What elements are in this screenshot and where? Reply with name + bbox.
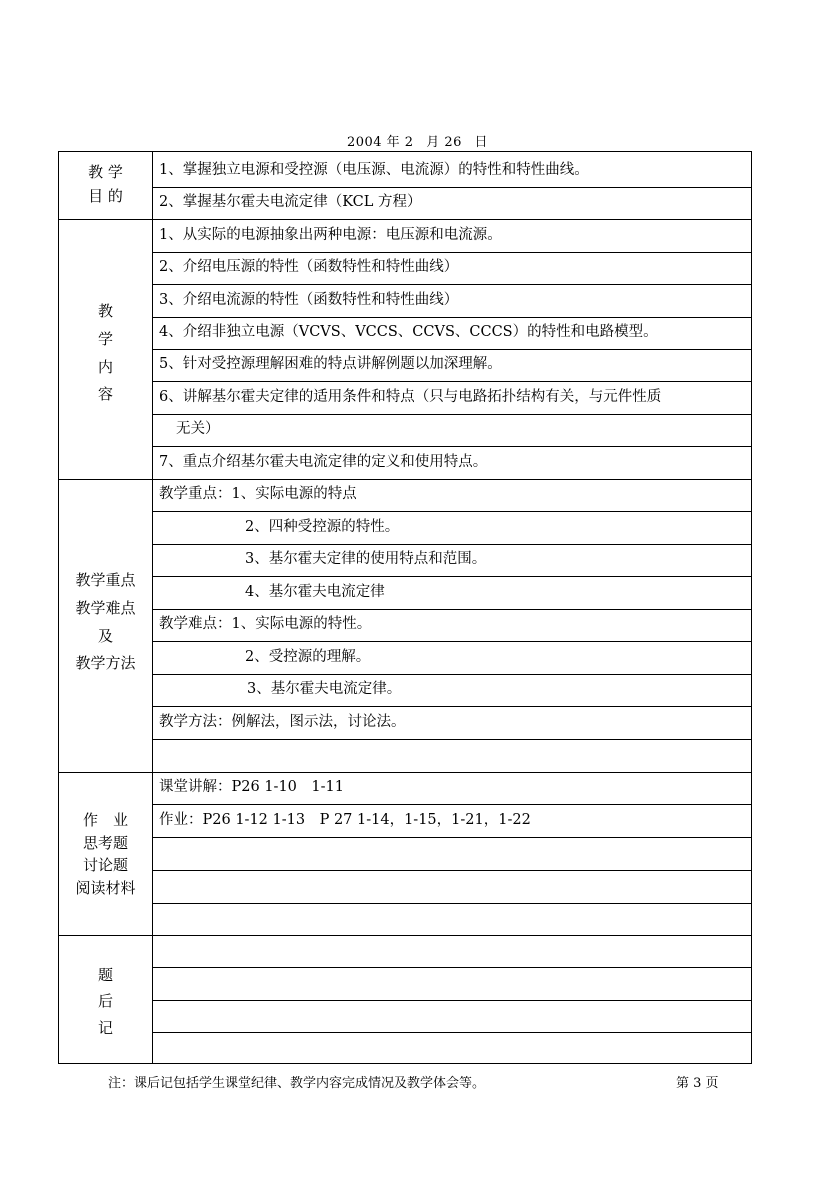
row-line — [152, 1000, 751, 1001]
homework-label — [59, 809, 152, 899]
section-line — [59, 219, 751, 220]
content-item-continuation: 无关） — [176, 421, 220, 437]
methods-label — [59, 567, 152, 678]
row-line — [152, 252, 751, 253]
row-line — [152, 381, 751, 382]
homework-label-line: 思考题 — [82, 833, 128, 852]
homework-item: 课堂讲解：P26 1-10 1-11 — [159, 779, 344, 795]
date-month: 月 26 — [426, 135, 462, 150]
methods-item: 2、四种受控源的特性。 — [245, 519, 400, 535]
content-label-char: 内 — [97, 357, 113, 376]
homework-label-line: 阅读材料 — [75, 878, 136, 897]
row-line — [152, 187, 751, 188]
methods-label-line: 及 — [97, 626, 113, 645]
methods-item: 2、受控源的理解。 — [245, 649, 371, 665]
row-line — [152, 739, 751, 740]
objectives-label — [59, 160, 152, 208]
row-line — [152, 903, 751, 904]
row-line — [152, 609, 751, 610]
methods-item: 3、基尔霍夫定律的使用特点和范围。 — [245, 551, 487, 567]
row-line — [152, 446, 751, 447]
content-item: 3、介绍电流源的特性（函数特性和特性曲线） — [159, 292, 459, 308]
date-day: 日 — [474, 135, 489, 150]
content-label-char: 教 — [97, 302, 113, 320]
afterword-label-char: 记 — [97, 1018, 113, 1037]
section-line — [59, 772, 751, 773]
row-line — [152, 511, 751, 512]
lesson-plan-table — [58, 151, 752, 1064]
row-line — [152, 576, 751, 577]
methods-label-line: 教学难点 — [75, 598, 136, 617]
row-line — [152, 804, 751, 805]
row-line — [152, 349, 751, 350]
content-item: 5、针对受控源理解困难的特点讲解例题以加深理解。 — [159, 356, 502, 372]
homework-label-line: 作 业 — [82, 811, 128, 829]
column-divider — [152, 152, 153, 1063]
date-line — [0, 131, 835, 150]
methods-item: 教学重点：1、实际电源的特点 — [159, 486, 357, 502]
row-line — [152, 674, 751, 675]
section-line — [59, 479, 751, 480]
objectives-label-line2: 目 的 — [88, 187, 123, 205]
afterword-label-char: 题 — [97, 966, 113, 984]
row-line — [152, 641, 751, 642]
methods-item: 3、基尔霍夫电流定律。 — [247, 681, 402, 697]
objectives-label-line1: 教 学 — [88, 163, 123, 181]
row-line — [152, 317, 751, 318]
methods-label-line: 教学重点 — [75, 571, 136, 589]
row-line — [152, 706, 751, 707]
row-line — [152, 284, 751, 285]
content-item: 1、从实际的电源抽象出两种电源：电压源和电流源。 — [159, 227, 502, 243]
date-year: 2004 年 2 — [346, 135, 414, 150]
row-line — [152, 870, 751, 871]
content-item: 6、讲解基尔霍夫定律的适用条件和特点（只与电路拓扑结构有关，与元件性质 — [159, 389, 662, 405]
content-item: 2、介绍电压源的特性（函数特性和特性曲线） — [159, 259, 459, 275]
content-label-char: 学 — [97, 329, 113, 348]
section-line — [59, 935, 751, 936]
content-label-char: 容 — [97, 385, 113, 404]
row-line — [152, 967, 751, 968]
methods-item: 教学难点：1、实际电源的特性。 — [159, 616, 372, 632]
content-label — [59, 298, 152, 409]
content-item: 4、介绍非独立电源（VCVS、VCCS、CCVS、CCCS）的特性和电路模型。 — [159, 324, 658, 340]
row-line — [152, 837, 751, 838]
objective-item: 1、掌握独立电源和受控源（电压源、电流源）的特性和特性曲线。 — [159, 162, 589, 178]
content-item: 7、重点介绍基尔霍夫电流定律的定义和使用特点。 — [159, 454, 488, 470]
methods-item: 4、基尔霍夫电流定律 — [245, 584, 385, 600]
page-number: 第 3 页 — [676, 1076, 719, 1091]
row-line — [152, 1032, 751, 1033]
row-line — [152, 544, 751, 545]
footer-note: 注：课后记包括学生课堂纪律、教学内容完成情况及教学体会等。 — [108, 1076, 486, 1091]
methods-item: 教学方法：例解法，图示法，讨论法。 — [159, 714, 406, 730]
afterword-label-char: 后 — [97, 992, 113, 1011]
homework-label-line: 讨论题 — [82, 856, 128, 874]
methods-label-line: 教学方法 — [75, 654, 136, 673]
objective-item: 2、掌握基尔霍夫电流定律（KCL 方程） — [159, 194, 422, 210]
homework-item: 作业：P26 1-12 1-13 P 27 1-14，1-15，1-21，1-22 — [159, 812, 531, 828]
afterword-label — [59, 962, 152, 1041]
row-line — [152, 414, 751, 415]
